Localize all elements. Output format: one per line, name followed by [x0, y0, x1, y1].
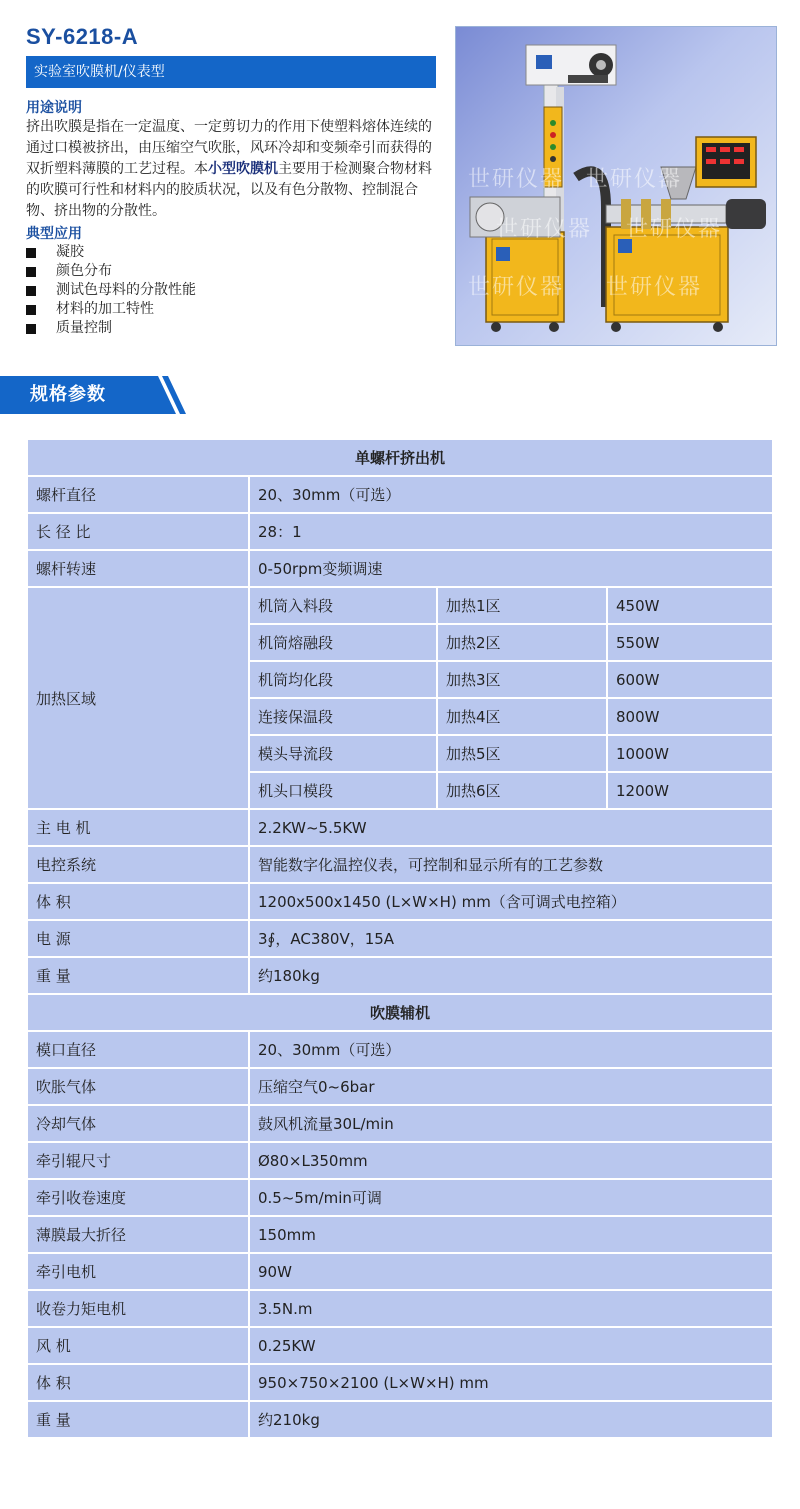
table-row [28, 921, 772, 956]
spec-value: 1200x500x1450 (L×W×H) mm（含可调式电控箱） [250, 884, 772, 919]
watermark-text: 世研仪器 [468, 275, 565, 300]
spec-value: 20、30mm（可选） [250, 477, 772, 512]
bullet-square-icon [26, 324, 36, 334]
product-photo [455, 26, 777, 346]
watermark-text: 世研仪器 [626, 217, 723, 242]
table-row [28, 551, 772, 586]
spec-label: 风 机 [28, 1328, 248, 1363]
application-label: 质量控制 [56, 320, 112, 336]
spec-label: 长 径 比 [28, 514, 248, 549]
spec-label: 冷却气体 [28, 1106, 248, 1141]
usage-text-after: 主要用于检测聚合物材料的吹膜可行性和材料内的胶质状况，以及有色分散物、控制混合物、挤出物的分散性。 [26, 161, 432, 219]
heating-zone: 加热6区 [438, 773, 606, 808]
table-row [28, 1328, 772, 1363]
table-row [28, 1402, 772, 1437]
table-row [28, 1069, 772, 1104]
application-label: 凝胶 [56, 244, 84, 260]
usage-text-before: 挤出吹膜是指在一定温度、一定剪切力的作用下使塑料熔体连续的通过口模被挤出，由压缩空气吹胀，风环冷却和变频牵引而获得的双折塑料薄膜的工艺过程。本 [26, 119, 432, 177]
heating-zone: 加热4区 [438, 699, 606, 734]
heating-section: 机头口模段 [250, 773, 436, 808]
heating-section: 机筒均化段 [250, 662, 436, 697]
spec-value: 3.5N.m [250, 1291, 772, 1326]
spec-label: 吹胀气体 [28, 1069, 248, 1104]
spec-label: 牵引辊尺寸 [28, 1143, 248, 1178]
spec-value: 28：1 [250, 514, 772, 549]
heating-zone: 加热5区 [438, 736, 606, 771]
list-item [26, 281, 196, 300]
table-row [28, 1106, 772, 1141]
product-subtitle-bar: 实验室吹膜机/仪表型 [26, 56, 436, 88]
table-row [28, 588, 772, 623]
spec-value: 0-50rpm变频调速 [250, 551, 772, 586]
heating-power: 450W [608, 588, 772, 623]
bullet-square-icon [26, 267, 36, 277]
spec-value: 90W [250, 1254, 772, 1289]
spec-label: 重 量 [28, 958, 248, 993]
heating-section: 机筒熔融段 [250, 625, 436, 660]
usage-highlight: 小型吹膜机 [208, 161, 278, 177]
table-row [28, 1180, 772, 1215]
spec-label: 螺杆直径 [28, 477, 248, 512]
spec-label: 电控系统 [28, 847, 248, 882]
heating-power: 1200W [608, 773, 772, 808]
spec-label: 螺杆转速 [28, 551, 248, 586]
heating-zone-label: 加热区域 [28, 588, 248, 808]
list-item [26, 243, 196, 262]
spec-value: 约210kg [250, 1402, 772, 1437]
section-heading-extruder: 单螺杆挤出机 [28, 440, 772, 475]
heating-power: 800W [608, 699, 772, 734]
usage-description [26, 117, 434, 222]
spec-value: 3∮，AC380V，15A [250, 921, 772, 956]
heating-zone: 加热3区 [438, 662, 606, 697]
heating-power: 1000W [608, 736, 772, 771]
heating-section: 连接保温段 [250, 699, 436, 734]
spec-value: 压缩空气0~6bar [250, 1069, 772, 1104]
spec-value: 约180kg [250, 958, 772, 993]
spec-label: 薄膜最大折径 [28, 1217, 248, 1252]
spec-label: 牵引电机 [28, 1254, 248, 1289]
usage-heading: 用途说明 [26, 100, 82, 116]
spec-label: 电 源 [28, 921, 248, 956]
watermark-text: 世研仪器 [496, 217, 593, 242]
watermark-text: 世研仪器 [586, 167, 683, 192]
spec-value: Ø80×L350mm [250, 1143, 772, 1178]
heating-power: 550W [608, 625, 772, 660]
table-row [28, 995, 772, 1030]
heating-section: 机筒入料段 [250, 588, 436, 623]
spec-banner [0, 376, 200, 414]
spec-label: 收卷力矩电机 [28, 1291, 248, 1326]
spec-label: 模口直径 [28, 1032, 248, 1067]
application-label: 测试色母料的分散性能 [56, 282, 196, 298]
bullet-square-icon [26, 305, 36, 315]
spec-label: 重 量 [28, 1402, 248, 1437]
spec-banner-label: 规格参数 [30, 384, 106, 405]
table-row [28, 477, 772, 512]
spec-value: 0.25KW [250, 1328, 772, 1363]
list-item [26, 319, 196, 338]
product-model-title: SY-6218-A [26, 24, 139, 49]
list-item [26, 300, 196, 319]
table-row [28, 1032, 772, 1067]
table-row [28, 1143, 772, 1178]
spec-value: 950×750×2100 (L×W×H) mm [250, 1365, 772, 1400]
table-row [28, 810, 772, 845]
watermark-text: 世研仪器 [468, 167, 565, 192]
spec-value: 0.5~5m/min可调 [250, 1180, 772, 1215]
spec-label: 牵引收卷速度 [28, 1180, 248, 1215]
heating-power: 600W [608, 662, 772, 697]
application-label: 材料的加工特性 [56, 301, 154, 317]
spec-value: 鼓风机流量30L/min [250, 1106, 772, 1141]
spec-label: 体 积 [28, 884, 248, 919]
table-row [28, 1254, 772, 1289]
table-row [28, 884, 772, 919]
spec-value: 智能数字化温控仪表，可控制和显示所有的工艺参数 [250, 847, 772, 882]
heating-section: 模头导流段 [250, 736, 436, 771]
spec-value: 20、30mm（可选） [250, 1032, 772, 1067]
bullet-square-icon [26, 286, 36, 296]
spec-label: 主 电 机 [28, 810, 248, 845]
spec-label: 体 积 [28, 1365, 248, 1400]
table-row [28, 958, 772, 993]
spec-value: 2.2KW~5.5KW [250, 810, 772, 845]
applications-heading: 典型应用 [26, 226, 82, 242]
table-row [28, 1365, 772, 1400]
section-heading-blowing: 吹膜辅机 [28, 995, 772, 1030]
list-item [26, 262, 196, 281]
applications-list [26, 243, 196, 338]
heating-zone: 加热1区 [438, 588, 606, 623]
heating-zone: 加热2区 [438, 625, 606, 660]
table-row [28, 1217, 772, 1252]
spec-value: 150mm [250, 1217, 772, 1252]
table-row [28, 1291, 772, 1326]
table-row [28, 514, 772, 549]
table-row [28, 440, 772, 475]
watermark-text: 世研仪器 [606, 275, 703, 300]
table-row [28, 847, 772, 882]
application-label: 颜色分布 [56, 263, 112, 279]
bullet-square-icon [26, 248, 36, 258]
spec-table [26, 438, 774, 1439]
